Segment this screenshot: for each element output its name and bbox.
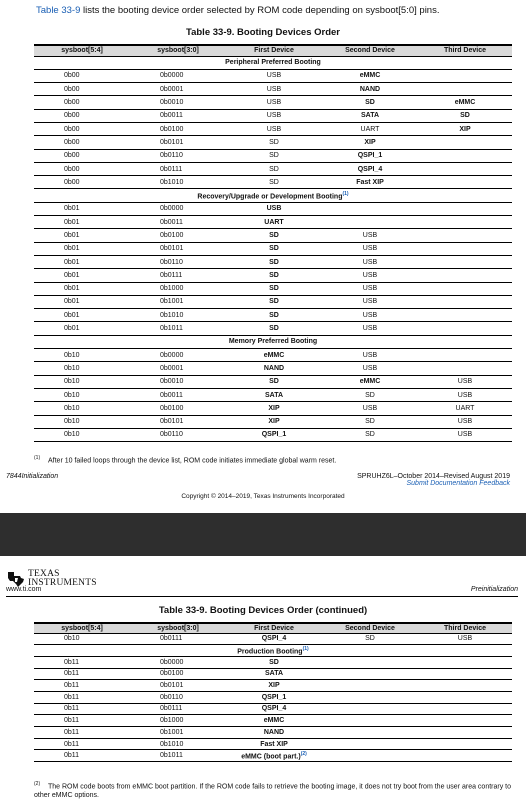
- table-cell: SD: [322, 633, 418, 645]
- table-row: [34, 122, 512, 135]
- footnote-ref: (2): [300, 751, 307, 758]
- table-cell: [418, 668, 512, 680]
- table-row: [34, 668, 512, 680]
- group-label: [34, 645, 512, 657]
- table-cell: [322, 668, 418, 680]
- intro-text: lists the booting device order selected by ROM code depending on sysboot[5:0] pins.: [80, 5, 440, 16]
- table-cell: 0b0100: [130, 122, 226, 135]
- table-row: [34, 633, 512, 645]
- table-row: [34, 727, 512, 739]
- table-cell: UART: [322, 122, 418, 135]
- table-row: [34, 255, 512, 268]
- table-cell: USB: [418, 633, 512, 645]
- table-cell: [322, 216, 418, 229]
- table-row: [34, 109, 512, 122]
- table-cell: USB: [322, 269, 418, 282]
- table-cell: [322, 750, 418, 762]
- column-header: First Device: [226, 623, 322, 633]
- table-cell: QSPI_4: [226, 703, 322, 715]
- table-cell: 0b0010: [130, 96, 226, 109]
- footnote-text: After 10 failed loops through the device list, ROM code initiates immediate global warm reset.: [48, 457, 337, 465]
- table-row: [34, 691, 512, 703]
- table-cell: 0b0110: [130, 428, 226, 441]
- table-cell: UART: [418, 402, 512, 415]
- table-cell: 0b11: [34, 656, 130, 668]
- table-cell: 0b10: [34, 415, 130, 428]
- footnote-ref: (1): [342, 190, 349, 197]
- booting-devices-table: [34, 44, 512, 442]
- group-label: [34, 335, 512, 348]
- table-cell: eMMC (boot part.)$^{(2)}$: [226, 750, 322, 762]
- table-cell: [418, 69, 512, 82]
- table-cell: SD: [322, 415, 418, 428]
- table-cell: 0b1011: [130, 322, 226, 335]
- table-cell: SD: [322, 96, 418, 109]
- table-cell: 0b00: [34, 162, 130, 175]
- table-cell: XIP: [226, 402, 322, 415]
- table-cell: USB: [418, 388, 512, 401]
- table-reference-link[interactable]: Table 33-9: [36, 5, 81, 16]
- table-cell: 0b11: [34, 738, 130, 750]
- table-cell: 0b01: [34, 282, 130, 295]
- table-cell: 0b1010: [130, 309, 226, 322]
- document-id: SPRUHZ6L–October 2014–Revised August 2019: [357, 473, 510, 480]
- table-cell: SD: [226, 255, 322, 268]
- table-row: [34, 309, 512, 322]
- table-cell: [418, 242, 512, 255]
- table-cell: 0b11: [34, 703, 130, 715]
- table-cell: 0b00: [34, 149, 130, 162]
- table-row: [34, 738, 512, 750]
- group-row: [34, 189, 512, 202]
- group-label-text: Production Booting: [237, 648, 303, 656]
- group-label-text: Memory Preferred Booting: [228, 338, 318, 346]
- table-cell: 0b11: [34, 680, 130, 692]
- table-cell: 0b0011: [130, 388, 226, 401]
- table-row: [34, 282, 512, 295]
- table-cell: 0b1000: [130, 715, 226, 727]
- table-cell: 0b11: [34, 750, 130, 762]
- table-cell: 0b0110: [130, 691, 226, 703]
- table-cell: 0b00: [34, 96, 130, 109]
- table-cell: 0b01: [34, 322, 130, 335]
- table-cell: USB: [226, 122, 322, 135]
- table-cell: QSPI_4: [226, 633, 322, 645]
- table-row: [34, 375, 512, 388]
- table-cell: USB: [418, 375, 512, 388]
- table-row: [34, 176, 512, 189]
- table-cell: eMMC: [226, 715, 322, 727]
- table-cell: 0b0000: [130, 349, 226, 362]
- table-cell: 0b01: [34, 269, 130, 282]
- table-cell: 0b00: [34, 69, 130, 82]
- table-cell: 0b0000: [130, 202, 226, 215]
- booting-devices-table-continued: [34, 622, 512, 762]
- table-row: [34, 715, 512, 727]
- table-cell: USB: [418, 428, 512, 441]
- table-cell: [418, 216, 512, 229]
- footnote-mark: (2): [34, 781, 41, 787]
- table-cell: SATA: [226, 668, 322, 680]
- brand-line-2: INSTRUMENTS: [28, 578, 97, 588]
- table-cell: USB: [322, 255, 418, 268]
- table-cell: 0b1010: [130, 176, 226, 189]
- table-cell: SD: [226, 176, 322, 189]
- table-cell: SD: [226, 375, 322, 388]
- footnote: [34, 455, 336, 464]
- table-cell: 0b00: [34, 122, 130, 135]
- table-cell: 0b01: [34, 309, 130, 322]
- table-cell: 0b0110: [130, 149, 226, 162]
- table-cell: USB: [226, 202, 322, 215]
- table-cell: [418, 282, 512, 295]
- table-cell: 0b0101: [130, 680, 226, 692]
- column-header: sysboot[3:0]: [130, 45, 226, 56]
- group-label: [34, 189, 512, 202]
- table-cell: 0b01: [34, 242, 130, 255]
- table-cell: eMMC: [418, 96, 512, 109]
- table-cell: 0b10: [34, 402, 130, 415]
- column-header: First Device: [226, 45, 322, 56]
- table-cell: QSPI_1: [322, 149, 418, 162]
- table-row: [34, 362, 512, 375]
- table-cell: 0b0001: [130, 83, 226, 96]
- table-cell: 0b10: [34, 375, 130, 388]
- table-row: [34, 680, 512, 692]
- table-cell: [418, 269, 512, 282]
- table-cell: 0b0111: [130, 703, 226, 715]
- table-row: [34, 162, 512, 175]
- table-cell: [418, 149, 512, 162]
- table-row: [34, 269, 512, 282]
- table-cell: 0b0000: [130, 69, 226, 82]
- table-row: [34, 216, 512, 229]
- document-page-2: [0, 556, 526, 806]
- table-cell: [418, 295, 512, 308]
- table-cell: 0b01: [34, 216, 130, 229]
- table-cell: [322, 738, 418, 750]
- table-cell: USB: [322, 282, 418, 295]
- table-cell: 0b0111: [130, 633, 226, 645]
- table-cell: USB: [322, 229, 418, 242]
- table-cell: USB: [322, 322, 418, 335]
- table-cell: [418, 727, 512, 739]
- table-cell: USB: [322, 362, 418, 375]
- table-cell: 0b0111: [130, 269, 226, 282]
- group-row: [34, 335, 512, 348]
- table-cell: SD: [226, 242, 322, 255]
- table-cell: [418, 680, 512, 692]
- table-cell: 0b10: [34, 388, 130, 401]
- table-cell: 0b10: [34, 633, 130, 645]
- table-cell: [418, 691, 512, 703]
- table-cell: [418, 738, 512, 750]
- table-cell: [322, 202, 418, 215]
- table-row: [34, 415, 512, 428]
- table-row: [34, 149, 512, 162]
- column-header: Third Device: [418, 45, 512, 56]
- table-cell: SD: [226, 136, 322, 149]
- column-header: sysboot[5:4]: [34, 45, 130, 56]
- table-cell: 0b00: [34, 83, 130, 96]
- table-row: [34, 388, 512, 401]
- table-cell: 0b0001: [130, 362, 226, 375]
- table-row: [34, 229, 512, 242]
- table-row: [34, 322, 512, 335]
- table-cell: 0b01: [34, 295, 130, 308]
- table-cell: SATA: [226, 388, 322, 401]
- table-row: [34, 402, 512, 415]
- table-cell: 0b1001: [130, 295, 226, 308]
- feedback-link[interactable]: Submit Documentation Feedback: [406, 480, 510, 487]
- table-cell: XIP: [226, 415, 322, 428]
- table-cell: 0b1011: [130, 750, 226, 762]
- table-title: Table 33-9. Booting Devices Order: [186, 27, 340, 38]
- table-cell: [418, 162, 512, 175]
- table-cell: 0b0000: [130, 656, 226, 668]
- table-cell: [322, 656, 418, 668]
- table-cell: USB: [322, 402, 418, 415]
- table-cell: 0b01: [34, 202, 130, 215]
- intro-paragraph: [36, 5, 439, 16]
- website-link[interactable]: www.ti.com: [6, 586, 42, 593]
- table-cell: [322, 703, 418, 715]
- table-cell: SD: [226, 229, 322, 242]
- table-row: [34, 136, 512, 149]
- table-row: [34, 83, 512, 96]
- table-cell: NAND: [226, 362, 322, 375]
- table-cell: SD: [226, 149, 322, 162]
- table-cell: SD: [418, 109, 512, 122]
- table-cell: 0b0111: [130, 162, 226, 175]
- footnote-2: [34, 780, 512, 800]
- table-cell: 0b0100: [130, 402, 226, 415]
- table-cell: USB: [322, 242, 418, 255]
- table-cell: [418, 362, 512, 375]
- table-cell: [418, 136, 512, 149]
- header-rule: [6, 596, 518, 597]
- table-cell: 0b00: [34, 109, 130, 122]
- table-cell: eMMC: [322, 69, 418, 82]
- column-header: Second Device: [322, 623, 418, 633]
- table-header-row: [34, 45, 512, 56]
- table-cell: 0b01: [34, 229, 130, 242]
- table-cell: USB: [226, 96, 322, 109]
- section-name: Preinitialization: [470, 586, 518, 593]
- group-label-text: Peripheral Preferred Booting: [225, 59, 321, 67]
- table-cell: 0b0100: [130, 229, 226, 242]
- column-header: Third Device: [418, 623, 512, 633]
- table-cell: 0b11: [34, 691, 130, 703]
- table-cell: SD: [226, 282, 322, 295]
- table-row: [34, 69, 512, 82]
- table-row: [34, 428, 512, 441]
- table-cell: QSPI_1: [226, 691, 322, 703]
- table-cell: SD: [226, 309, 322, 322]
- table-cell: USB: [322, 295, 418, 308]
- table-cell: SD: [322, 428, 418, 441]
- table-cell: 0b10: [34, 428, 130, 441]
- table-cell: [418, 750, 512, 762]
- table-cell: SD: [322, 388, 418, 401]
- table-cell: 0b1001: [130, 727, 226, 739]
- footnote-text: The ROM code boots from eMMC boot partition. If the ROM code fails to retrieve the booting image, it does not try boot from the user area contrary to other eMMC options.: [34, 783, 511, 799]
- table-cell: 0b10: [34, 362, 130, 375]
- table-cell: Fast XIP: [322, 176, 418, 189]
- group-row: [34, 645, 512, 657]
- table-cell: [418, 255, 512, 268]
- table-cell: SD: [226, 322, 322, 335]
- table-cell: USB: [418, 415, 512, 428]
- table-row: [34, 656, 512, 668]
- table-cell: 0b10: [34, 349, 130, 362]
- table-cell: QSPI_4: [322, 162, 418, 175]
- table-cell: 0b0011: [130, 109, 226, 122]
- table-cell: XIP: [418, 122, 512, 135]
- table-cell: USB: [322, 349, 418, 362]
- table-row: [34, 349, 512, 362]
- table-cell: [418, 656, 512, 668]
- table-row: [34, 703, 512, 715]
- table-cell: UART: [226, 216, 322, 229]
- table-header-row: [34, 623, 512, 633]
- table-cell: 0b0101: [130, 415, 226, 428]
- table-body: [34, 633, 512, 762]
- table-title-continued: Table 33-9. Booting Devices Order (continued): [158, 605, 368, 616]
- table-cell: NAND: [322, 83, 418, 96]
- table-cell: [418, 229, 512, 242]
- column-header: Second Device: [322, 45, 418, 56]
- table-cell: 0b0010: [130, 375, 226, 388]
- table-row: [34, 96, 512, 109]
- table-row: [34, 750, 512, 762]
- table-cell: [322, 680, 418, 692]
- table-cell: 0b1010: [130, 738, 226, 750]
- group-row: [34, 56, 512, 69]
- table-cell: 0b0101: [130, 136, 226, 149]
- table-cell: XIP: [322, 136, 418, 149]
- table-cell: USB: [226, 69, 322, 82]
- table-cell: 0b11: [34, 668, 130, 680]
- table-cell: eMMC: [322, 375, 418, 388]
- group-label: [34, 56, 512, 69]
- table-cell: [418, 202, 512, 215]
- table-cell: 0b00: [34, 176, 130, 189]
- table-cell: 0b11: [34, 727, 130, 739]
- table-cell: SD: [226, 656, 322, 668]
- table-cell: 0b01: [34, 255, 130, 268]
- table-cell: 0b0101: [130, 242, 226, 255]
- page-footer-label: 7844Initialization: [6, 473, 59, 480]
- table-cell: eMMC: [226, 349, 322, 362]
- table-cell: [418, 176, 512, 189]
- table-cell: 0b0011: [130, 216, 226, 229]
- page-footer-info: [357, 473, 510, 487]
- table-cell: [418, 349, 512, 362]
- table-cell: SD: [226, 269, 322, 282]
- table-cell: [322, 727, 418, 739]
- table-cell: XIP: [226, 680, 322, 692]
- table-row: [34, 242, 512, 255]
- table-row: [34, 202, 512, 215]
- table-cell: Fast XIP: [226, 738, 322, 750]
- table-cell: [418, 715, 512, 727]
- table-cell: SD: [226, 162, 322, 175]
- brand-line-1: TEXAS: [28, 569, 60, 579]
- table-cell: 0b0110: [130, 255, 226, 268]
- table-cell: [418, 703, 512, 715]
- table-cell: [418, 322, 512, 335]
- table-cell: NAND: [226, 727, 322, 739]
- table-cell: 0b0100: [130, 668, 226, 680]
- table-body: [34, 56, 512, 442]
- table-row: [34, 295, 512, 308]
- table-cell: 0b1000: [130, 282, 226, 295]
- table-cell: [322, 691, 418, 703]
- table-cell: SATA: [322, 109, 418, 122]
- page-separator: [0, 513, 526, 556]
- table-cell: SD: [226, 295, 322, 308]
- table-cell: [418, 309, 512, 322]
- group-label-text: Recovery/Upgrade or Development Booting: [197, 193, 343, 201]
- copyright: Copyright © 2014–2019, Texas Instruments Incorporated: [181, 493, 345, 500]
- column-header: sysboot[5:4]: [34, 623, 130, 633]
- footnote-ref: (1): [302, 645, 309, 652]
- table-cell: USB: [322, 309, 418, 322]
- column-header: sysboot[3:0]: [130, 623, 226, 633]
- table-cell: USB: [226, 109, 322, 122]
- table-cell: QSPI_1: [226, 428, 322, 441]
- footnote-mark: (1): [34, 455, 41, 461]
- table-cell: [322, 715, 418, 727]
- table-cell: 0b00: [34, 136, 130, 149]
- table-cell: USB: [226, 83, 322, 96]
- table-cell: 0b11: [34, 715, 130, 727]
- table-cell: [418, 83, 512, 96]
